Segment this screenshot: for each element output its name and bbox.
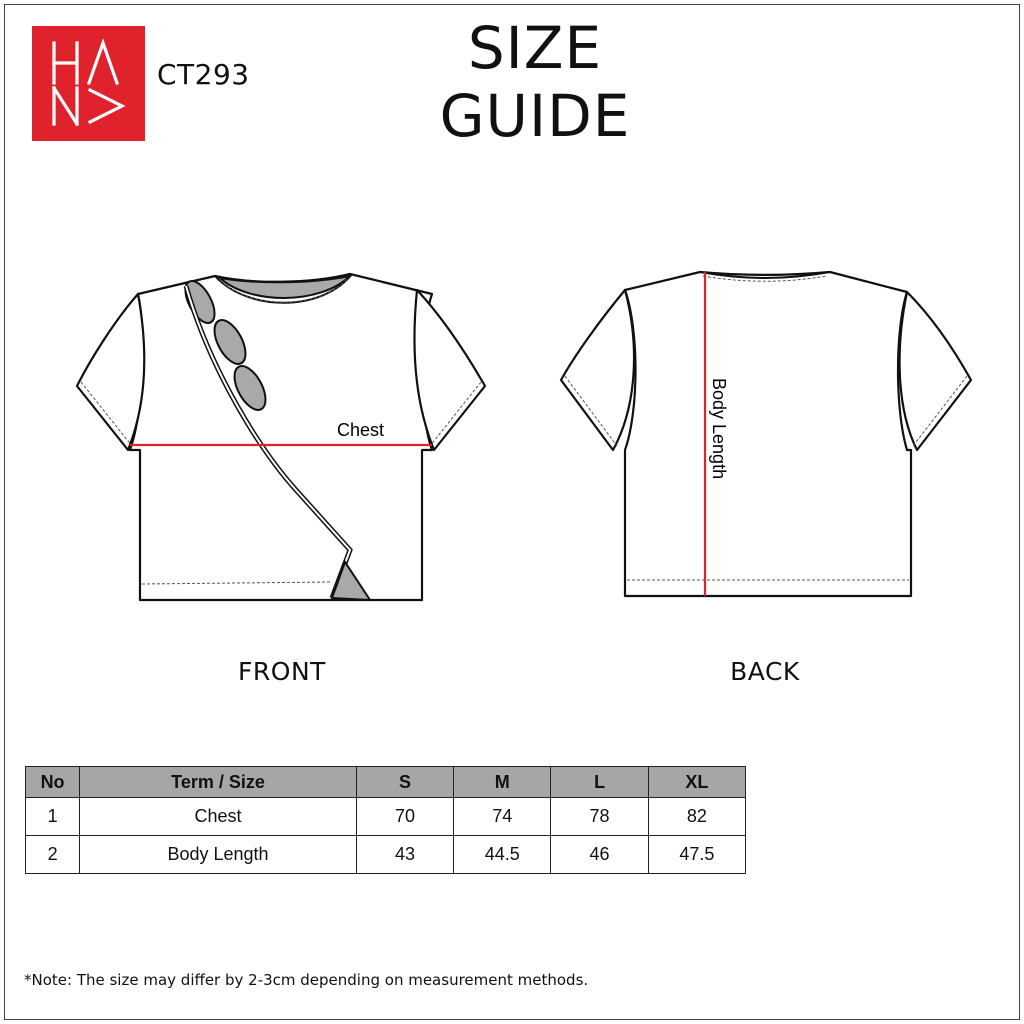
cell-xl: 47.5 bbox=[648, 836, 745, 874]
cell-no: 1 bbox=[26, 798, 80, 836]
size-table bbox=[25, 766, 746, 874]
back-view-label: BACK bbox=[730, 657, 800, 686]
cell-l: 78 bbox=[551, 798, 648, 836]
page-title: SIZE GUIDE bbox=[439, 14, 631, 150]
cell-no: 2 bbox=[26, 836, 80, 874]
table-row bbox=[26, 798, 746, 836]
chest-measure-label: Chest bbox=[337, 420, 385, 440]
cell-term: Chest bbox=[80, 798, 357, 836]
measurement-note: *Note: The size may differ by 2-3cm depending on measurement methods. bbox=[24, 971, 589, 989]
brand-logo bbox=[32, 26, 145, 141]
cell-term: Body Length bbox=[80, 836, 357, 874]
cell-m: 44.5 bbox=[454, 836, 551, 874]
header-term: Term / Size bbox=[80, 767, 357, 798]
header-xl: XL bbox=[648, 767, 745, 798]
header-l: L bbox=[551, 767, 648, 798]
cell-xl: 82 bbox=[648, 798, 745, 836]
header-s: S bbox=[356, 767, 453, 798]
header-no: No bbox=[26, 767, 80, 798]
front-view-label: FRONT bbox=[238, 657, 326, 686]
header-m: M bbox=[454, 767, 551, 798]
cell-m: 74 bbox=[454, 798, 551, 836]
front-shirt-sketch bbox=[60, 250, 500, 620]
table-row bbox=[26, 836, 746, 874]
brand-logo-mark bbox=[32, 26, 145, 141]
body-length-measure-label: Body Length bbox=[709, 378, 729, 480]
cell-s: 43 bbox=[356, 836, 453, 874]
table-header-row bbox=[26, 767, 746, 798]
cell-s: 70 bbox=[356, 798, 453, 836]
back-shirt-sketch bbox=[545, 250, 985, 620]
cell-l: 46 bbox=[551, 836, 648, 874]
product-code: CT293 bbox=[157, 58, 250, 91]
